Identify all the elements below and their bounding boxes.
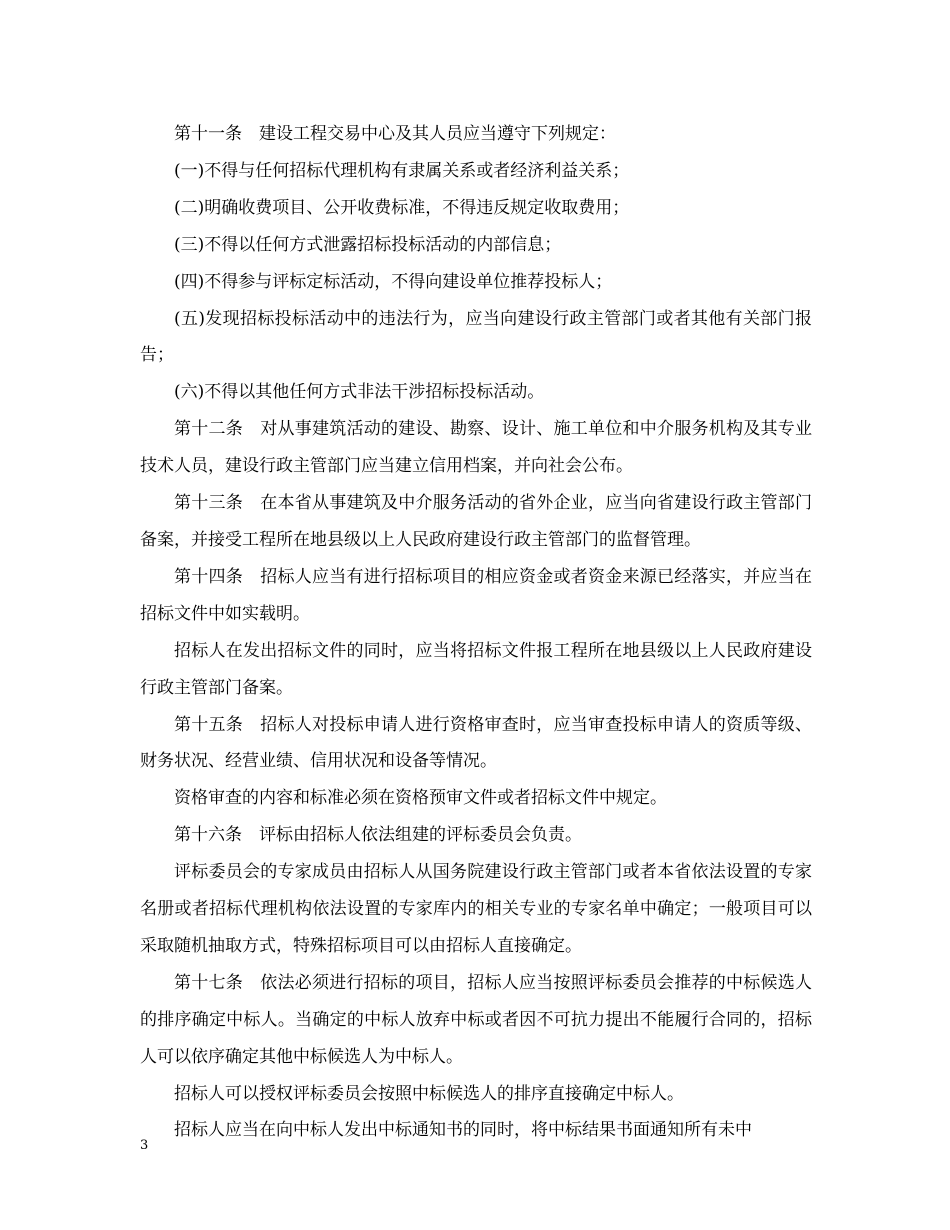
paragraph-article-17-cont-2: 招标人应当在向中标人发出中标通知书的同时，将中标结果书面通知所有未中	[174, 1120, 752, 1141]
paragraph-item-2: (二)明确收费项目、公开收费标准，不得违反规定收取费用；	[174, 197, 630, 218]
paragraph-item-4: (四)不得参与评标定标活动，不得向建设单位推荐投标人；	[174, 271, 613, 292]
paragraph-article-14: 第十四条 招标人应当有进行招标项目的相应资金或者资金来源已经落实，并应当在招标文件中如实载明。	[140, 566, 812, 624]
document-body	[140, 116, 812, 1149]
paragraph-article-12: 第十二条 对从事建筑活动的建设、勘察、设计、施工单位和中介服务机构及其专业技术人员，建设行政主管部门应当建立信用档案，并向社会公布。	[140, 419, 812, 477]
paragraph-item-6: (六)不得以其他任何方式非法干涉招标投标活动。	[174, 382, 545, 403]
paragraph-item-3: (三)不得以任何方式泄露招标投标活动的内部信息；	[174, 234, 562, 255]
paragraph-article-15-cont: 资格审查的内容和标准必须在资格预审文件或者招标文件中规定。	[174, 788, 667, 809]
paragraph-article-15: 第十五条 招标人对投标申请人进行资格审查时，应当审查投标申请人的资质等级、财务状况、经营业绩、信用状况和设备等情况。	[140, 714, 812, 772]
page-number: 3	[140, 1138, 149, 1153]
paragraph-item-5: (五)发现招标投标活动中的违法行为，应当向建设行政主管部门或者其他有关部门报告；	[140, 308, 812, 366]
paragraph-article-13: 第十三条 在本省从事建筑及中介服务活动的省外企业，应当向省建设行政主管部门备案，并接受工程所在地县级以上人民政府建设行政主管部门的监督管理。	[140, 493, 812, 550]
paragraph-article-17-cont-1: 招标人可以授权评标委员会按照中标候选人的排序直接确定中标人。	[174, 1083, 684, 1104]
paragraph-article-16-cont: 评标委员会的专家成员由招标人从国务院建设行政主管部门或者本省依法设置的专家名册或者招标代理机构依法设置的专家库内的相关专业的专家名单中确定；一般项目可以采取随机抽取方式，特殊招标项目可以由招标人直接确定。	[140, 862, 812, 956]
paragraph-article-14-cont: 招标人在发出招标文件的同时，应当将招标文件报工程所在地县级以上人民政府建设行政主管部门备案。	[140, 640, 812, 698]
paragraph-article-17: 第十七条 依法必须进行招标的项目，招标人应当按照评标委员会推荐的中标候选人的排序确定中标人。当确定的中标人放弃中标或者因不可抗力提出不能履行合同的，招标人可以依序确定其他中标候选人为中标人。	[140, 972, 812, 1067]
paragraph-article-11: 第十一条 建设工程交易中心及其人员应当遵守下列规定：	[174, 124, 616, 144]
paragraph-article-16: 第十六条 评标由招标人依法组建的评标委员会负责。	[174, 825, 582, 846]
paragraph-item-1: (一)不得与任何招标代理机构有隶属关系或者经济利益关系；	[174, 160, 630, 181]
